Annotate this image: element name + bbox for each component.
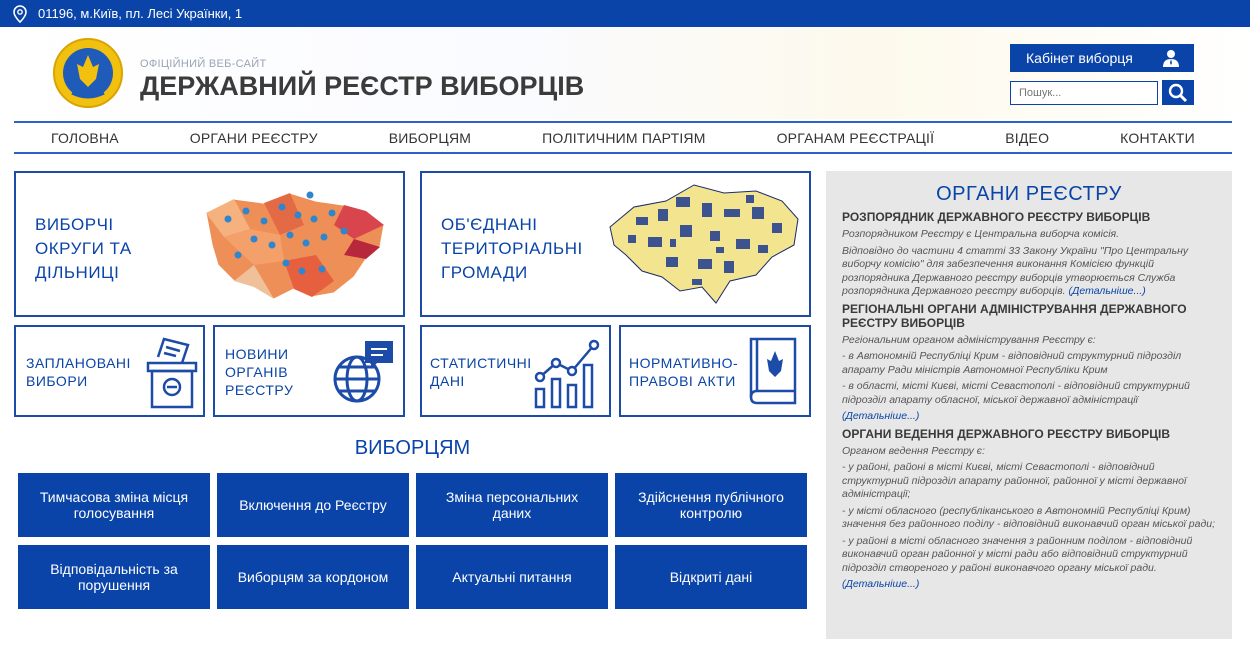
btn-violations-liability[interactable]: Відповідальність за порушення — [18, 545, 210, 609]
search-input[interactable] — [1010, 81, 1158, 105]
registry-bodies-sidebar — [826, 171, 1232, 639]
globe-chat-icon — [331, 339, 397, 405]
voters-section-title: ВИБОРЦЯМ — [354, 437, 471, 459]
nav-political-parties[interactable]: ПОЛІТИЧНИМ ПАРТІЯМ — [542, 129, 706, 146]
site-subtitle: ОФІЦІЙНИЙ ВЕБ-САЙТ — [140, 58, 267, 70]
bar-chart-icon — [532, 335, 604, 411]
person-icon — [1162, 49, 1180, 67]
tile-districts[interactable] — [14, 171, 405, 317]
top-bar — [0, 0, 1250, 27]
nav-contacts[interactable]: КОНТАКТИ — [1120, 129, 1195, 146]
nav-home[interactable]: ГОЛОВНА — [51, 129, 119, 146]
nav-registration-bodies[interactable]: ОРГАНАМ РЕЄСТРАЦІЇ — [776, 129, 935, 146]
sidebar-text: Відповідно до частини 4 статті 33 Закону України "Про Центральну виборчу комісію" для забезпечення виконання Комісією функцій розпорядника Державного реєстру виборців утворюється Служба розпорядника Державного реєстру виборців. (Детальніше...) — [842, 244, 1189, 297]
btn-temp-voting-place[interactable]: Тимчасова зміна місця голосування — [18, 473, 210, 537]
sidebar-text: Розпорядником Реєстру є Центральна виборча комісія. — [842, 228, 1120, 240]
cec-emblem-logo[interactable] — [52, 37, 124, 109]
map-districts-icon — [194, 185, 394, 305]
voter-cabinet-button[interactable] — [1010, 44, 1194, 72]
tile-planned-label: ЗАПЛАНОВАНІ ВИБОРИ — [26, 355, 131, 389]
ballot-box-icon — [144, 335, 200, 411]
nav-registry-bodies[interactable]: ОРГАНИ РЕЄСТРУ — [189, 129, 318, 146]
sidebar-text: - у районі, районі в місті Києві, місті Севастополі - відповідний структурний підрозділ апарату районної, районної у місті державної адміністрації; — [842, 461, 1187, 500]
sidebar-section-maintenance-title: ОРГАНИ ВЕДЕННЯ ДЕРЖАВНОГО РЕЄСТРУ ВИБОРЦІВ — [842, 426, 1170, 441]
sidebar-text: Регіональним органом адміністрування Реєстру є: — [842, 333, 1096, 346]
nav-voters[interactable]: ВИБОРЦЯМ — [388, 129, 472, 146]
more-link[interactable]: (Детальніше...) — [842, 410, 920, 422]
sidebar-text: - в області, місті Києві, місті Севастополі - відповідний структурний підрозділ апарату обласної, міської державної адміністрації — [842, 380, 1190, 406]
sidebar-section-regional-title: РЕГІОНАЛЬНІ ОРГАНИ АДМІНІСТРУВАННЯ ДЕРЖАВНОГО РЕЄСТРУ ВИБОРЦІВ — [842, 301, 1187, 330]
sidebar-text: - у районі в місті обласного значення з районним поділом - відповідний виконавчий орган районної у місті ради або відповідний структурний підрозділ створеного у районі виконавчого органу міської ради. — [842, 534, 1193, 574]
tile-legal-label: НОРМАТИВНО-ПРАВОВІ АКТИ — [629, 355, 739, 389]
btn-include-registry[interactable]: Включення до Реєстру — [217, 473, 409, 537]
sidebar-text: - у місті обласного (республіканського в Автономній Республіці Крим) значення без районного поділу - відповідний виконавчий орган міської ради; — [842, 504, 1216, 530]
sidebar-title: ОРГАНИ РЕЄСТРУ — [936, 183, 1122, 205]
btn-current-issues[interactable]: Актуальні питання — [416, 545, 608, 609]
tile-stats-label: СТАТИСТИЧНІ ДАНІ — [430, 355, 532, 389]
sidebar-text: Органом ведення Реєстру є: — [842, 444, 985, 457]
tile-legal-acts[interactable] — [619, 325, 811, 417]
location-pin-icon — [12, 5, 28, 23]
tile-statistics[interactable] — [420, 325, 611, 417]
search-icon — [1168, 83, 1188, 103]
search-button[interactable] — [1162, 80, 1194, 105]
address-text: 01196, м.Київ, пл. Лесі Українки, 1 — [38, 6, 243, 21]
tile-planned-elections[interactable] — [14, 325, 205, 417]
tile-communities-label: ОБ'ЄДНАНІ ТЕРИТОРІАЛЬНІ ГРОМАДИ — [441, 215, 583, 282]
map-communities-icon — [606, 179, 802, 309]
more-link[interactable]: (Детальніше...) — [1068, 285, 1146, 297]
sidebar-text: - в Автономній Республіці Крим - відповідний структурний підрозділ апарату Ради міністрів Автономної Республіки Крим — [842, 350, 1182, 376]
tile-districts-label: ВИБОРЧІ ОКРУГИ ТА ДІЛЬНИЦІ — [35, 215, 132, 282]
site-title[interactable]: ДЕРЖАВНИЙ РЕЄСТР ВИБОРЦІВ — [140, 71, 585, 101]
sidebar-section-manager-title: РОЗПОРЯДНИК ДЕРЖАВНОГО РЕЄСТРУ ВИБОРЦІВ — [842, 210, 1151, 224]
btn-voters-abroad[interactable]: Виборцям за кордоном — [217, 545, 409, 609]
main-nav — [14, 121, 1232, 154]
voter-cabinet-label: Кабінет виборця — [1026, 50, 1133, 66]
tile-communities[interactable] — [420, 171, 811, 317]
more-link[interactable]: (Детальніше...) — [842, 578, 920, 590]
nav-video[interactable]: ВІДЕО — [1005, 129, 1050, 146]
tile-news-label: НОВИНИ ОРГАНІВ РЕЄСТРУ — [225, 346, 294, 398]
law-book-icon — [745, 333, 803, 413]
btn-public-control[interactable]: Здійснення публічного контролю — [615, 473, 807, 537]
tile-registry-news[interactable] — [213, 325, 405, 417]
btn-open-data[interactable]: Відкриті дані — [615, 545, 807, 609]
site-header — [0, 27, 1250, 119]
btn-change-personal-data[interactable]: Зміна персональних даних — [416, 473, 608, 537]
